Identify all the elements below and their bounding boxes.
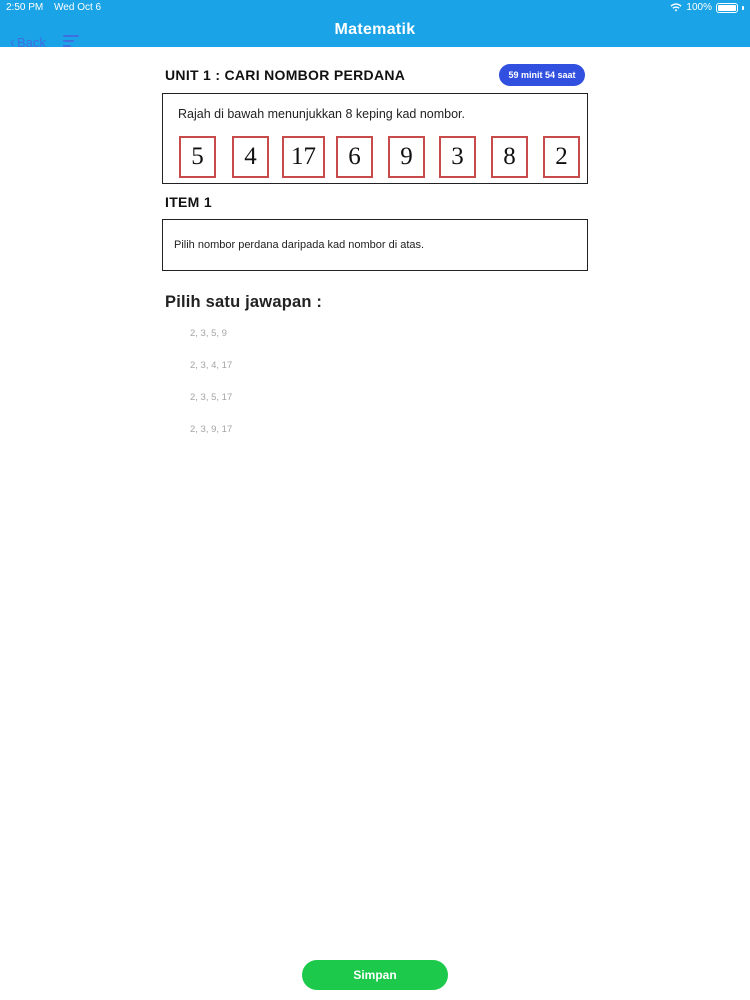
answer-option[interactable]: 2, 3, 5, 17 [190,392,233,403]
back-button[interactable] [10,35,46,50]
battery-icon [716,3,738,13]
countdown-timer-badge: 59 minit 54 saat [499,64,585,86]
answer-option[interactable]: 2, 3, 5, 9 [190,328,227,339]
number-card: 2 [543,136,580,178]
status-time: 2:50 PM [6,2,44,13]
item-title: ITEM 1 [165,194,212,210]
battery-percent: 100% [686,2,712,13]
status-date: Wed Oct 6 [54,2,102,13]
unit-title: UNIT 1 : CARI NOMBOR PERDANA [165,67,406,83]
back-label: Back [17,35,46,50]
number-card: 4 [232,136,269,178]
status-bar-right [670,2,744,13]
number-card: 6 [336,136,373,178]
number-card: 5 [179,136,216,178]
question-box [162,219,588,271]
page-title: Matematik [334,21,416,38]
wifi-icon [670,3,682,12]
figure-box [162,93,588,184]
save-button[interactable]: Simpan [302,960,448,990]
top-bar [0,0,750,51]
battery-tip [742,6,744,10]
answer-option[interactable]: 2, 3, 9, 17 [190,424,233,435]
question-text: Pilih nombor perdana daripada kad nombor di atas. [174,239,425,251]
number-card: 3 [439,136,476,178]
status-bar-left [6,2,109,13]
number-card: 8 [491,136,528,178]
number-card: 17 [282,136,325,178]
answer-option[interactable]: 2, 3, 4, 17 [190,360,233,371]
chevron-left-icon: ‹ [10,33,15,51]
figure-intro-text: Rajah di bawah menunjukkan 8 keping kad nombor. [178,107,465,121]
answer-prompt: Pilih satu jawapan : [165,293,323,311]
list-menu-icon[interactable] [63,35,79,47]
number-card: 9 [388,136,425,178]
